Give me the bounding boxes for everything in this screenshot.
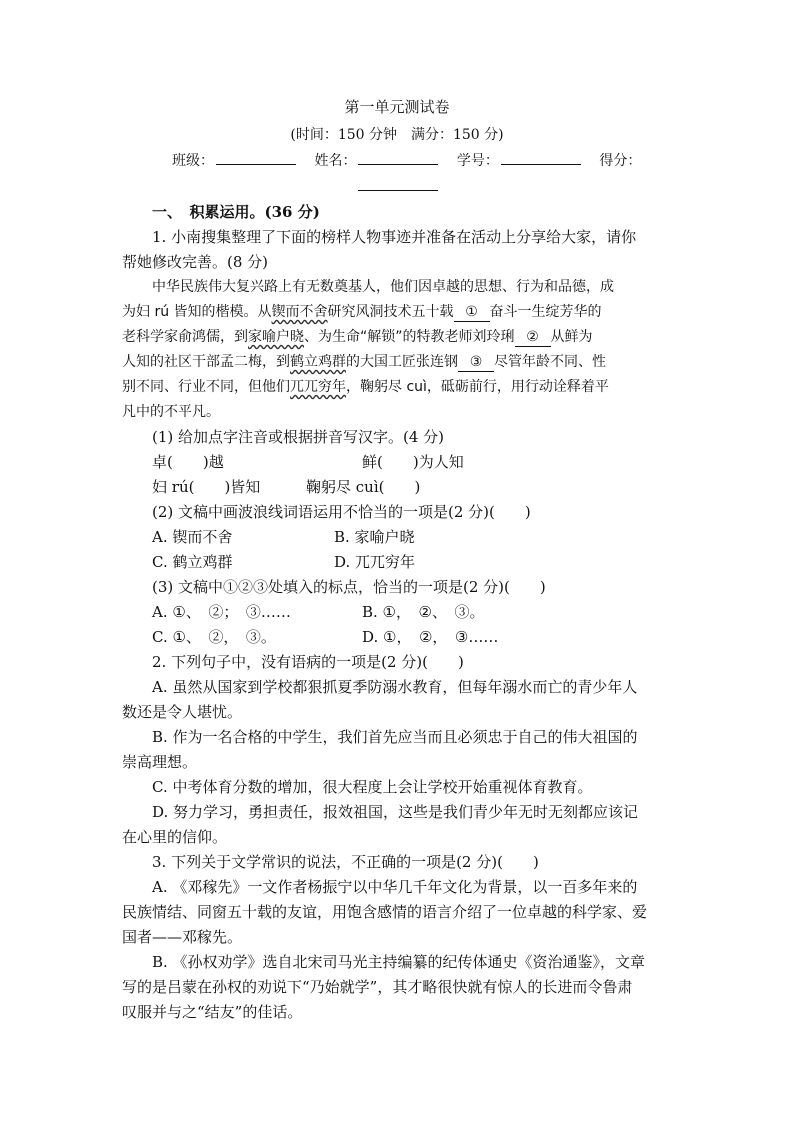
passage-text: 的大国工匠张连钢 (346, 354, 458, 370)
class-label: 班级： (172, 153, 214, 169)
class-field[interactable] (216, 150, 296, 165)
pinyin-item: 鲜( )为人知 (362, 453, 464, 471)
section-heading: 一、 积累运用。(36 分) (152, 203, 320, 221)
pinyin-item: 卓( )越 (152, 453, 224, 471)
option-a[interactable]: A. 锲而不舍 (152, 528, 233, 546)
passage-text: 从鲜为 (550, 329, 593, 345)
option-a-cont: 国者——邓稼先。 (122, 928, 243, 946)
name-label: 姓名： (314, 153, 357, 169)
passage-line (122, 350, 676, 375)
option-c[interactable]: C. ①、 ②， ③。 (152, 628, 276, 646)
student-id-label: 学号： (456, 153, 499, 169)
passage-text: 别不同、行业不同，但他们 (122, 379, 290, 395)
q1-sub3-stem: (3) 文稿中①②③处填入的标点，恰当的一项是(2 分)( ) (152, 578, 546, 596)
options-row (122, 600, 676, 625)
pinyin-item: 鞠躬尽 cuì( ) (306, 478, 421, 496)
blank-1[interactable]: ① (454, 303, 490, 322)
passage-line: 中华民族伟大复兴路上有无数奠基人，他们因卓越的思想、行为和品德，成 (152, 279, 614, 295)
blank-3[interactable]: ③ (458, 353, 494, 372)
option-c[interactable]: C. 中考体育分数的增加，很大程度上会让学校开始重视体育教育。 (152, 778, 593, 796)
pinyin-item: 妇 rú( )皆知 (152, 478, 261, 496)
option-c[interactable]: C. 鹤立鸡群 (152, 553, 233, 571)
option-d-cont: 在心里的信仰。 (122, 828, 228, 846)
option-b-cont: 叹服并与之“结友”的佳话。 (122, 1003, 303, 1021)
passage-text: 人知的社区干部孟二梅，到 (122, 354, 290, 370)
passage-text: ，鞠躬尽 cuì，砥砺前行，用行动诠释着平 (346, 379, 609, 395)
page-subtitle: (时间：150 分钟 满分：150 分) (290, 127, 504, 143)
option-a-cont: 数还是令人堪忧。 (122, 703, 243, 721)
option-b[interactable]: B. ①， ②、 ③。 (362, 603, 485, 621)
option-a[interactable]: A. ①、 ②； ③…… (152, 603, 291, 621)
page-title: 第一单元测试卷 (344, 98, 450, 116)
q1-passage (122, 275, 676, 425)
option-a[interactable]: A. 虽然从国家到学校都狠抓夏季防溺水教育，但每年溺水而亡的青少年人 (152, 678, 638, 696)
exam-content (122, 200, 676, 1025)
wavy-word: 家喻户晓 (248, 329, 304, 345)
q2-stem: 2. 下列句子中，没有语病的一项是(2 分)( ) (152, 653, 464, 671)
options-row (122, 550, 676, 575)
passage-line (122, 300, 676, 325)
option-a-cont: 民族情结、同窗五十载的友谊，用饱含感情的语言介绍了一位卓越的科学家、爱 (122, 903, 648, 921)
option-b[interactable]: B. 作为一名合格的中学生，我们首先应当而且必须忠于自己的伟大祖国的 (152, 728, 638, 746)
option-d[interactable]: D. 努力学习，勇担责任，报效祖国，这些是我们青少年无时无刻都应该记 (152, 803, 639, 821)
option-d[interactable]: D. 兀兀穷年 (334, 553, 416, 571)
options-row (122, 625, 676, 650)
q1-stem-cont: 帮她修改完善。(8 分) (122, 253, 269, 271)
option-b[interactable]: B. 家喻户晓 (334, 528, 415, 546)
q1-stem: 1. 小南搜集整理了下面的榜样人物事迹并准备在活动上分享给大家，请你 (152, 228, 637, 246)
q3-stem: 3. 下列关于文学常识的说法，不正确的一项是(2 分)( ) (152, 853, 539, 871)
student-info-row (172, 150, 641, 170)
passage-line (122, 375, 676, 400)
wavy-word: 兀兀穷年 (290, 379, 346, 395)
passage-line (122, 325, 676, 350)
q1-sub2-stem: (2) 文稿中画波浪线词语运用不恰当的一项是(2 分)( ) (152, 503, 531, 521)
passage-text: 尽管年龄不同、性 (494, 354, 606, 370)
passage-text: 为妇 rú 皆知的楷模。从 (122, 304, 272, 320)
options-row (122, 525, 676, 550)
passage-line: 凡中的不平凡。 (122, 404, 220, 420)
q1-sub1-row (122, 450, 676, 475)
passage-text: 老科学家俞鸿儒，到 (122, 329, 248, 345)
q1-sub1-stem: (1) 给加点字注音或根据拼音写汉字。(4 分) (152, 428, 445, 446)
score-label: 得分： (599, 153, 642, 169)
score-field[interactable] (358, 176, 438, 191)
option-b[interactable]: B. 《孙权劝学》选自北宋司马光主持编纂的纪传体通史《资治通鉴》，文章 (152, 953, 646, 971)
wavy-word: 锲而不舍 (271, 304, 328, 320)
wavy-word: 鹤立鸡群 (290, 354, 346, 370)
passage-text: 、为生命“解锁”的特教老师刘玲琍 (304, 329, 515, 345)
student-id-field[interactable] (501, 150, 581, 165)
passage-text: 研究风洞技术五十载 (327, 304, 454, 320)
blank-2[interactable]: ② (515, 328, 551, 347)
name-field[interactable] (358, 150, 438, 165)
option-b-cont: 写的是吕蒙在孙权的劝说下“乃始就学”，其才略很快就有惊人的长进而令鲁肃 (122, 978, 633, 996)
option-d[interactable]: D. ①， ②， ③…… (362, 628, 499, 646)
q1-sub1-row (122, 475, 676, 500)
option-b-cont: 崇高理想。 (122, 753, 198, 771)
option-a[interactable]: A. 《邓稼先》一文作者杨振宁以中华几千年文化为背景，以一百多年来的 (152, 878, 638, 896)
passage-text: 奋斗一生绽芳华的 (489, 304, 602, 320)
